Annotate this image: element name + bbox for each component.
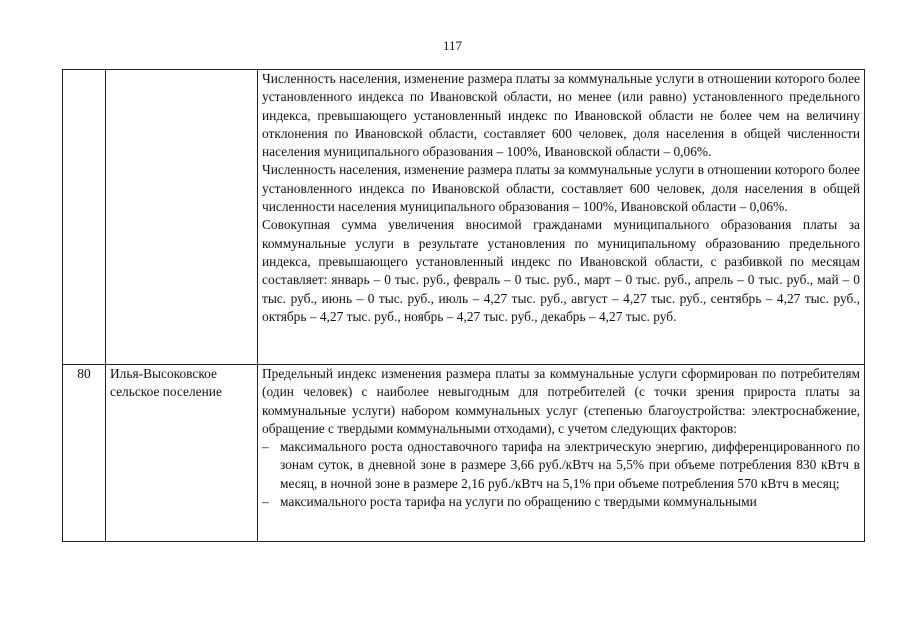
dash-bullet: – bbox=[262, 439, 269, 455]
municipality-name-cell bbox=[106, 70, 258, 365]
document-table bbox=[62, 69, 865, 542]
factor-text: максимального роста тарифа на услуги по обращению с твердыми коммунальными bbox=[280, 494, 757, 510]
page-number: 117 bbox=[442, 38, 463, 53]
row-number-cell bbox=[63, 70, 106, 365]
factor-text: максимального роста одноставочного тарифа на электрическую энергию, дифференцированного по зонам суток, в дневной зоне в размере 3,66 руб./кВтч на 5,5% при объеме потребления 830 кВтч в месяц, в ночной зоне в размере 2,16 руб./кВтч на 5,1% при объеме потребления 570 кВтч в месяц; bbox=[280, 439, 860, 491]
municipality-name-cell: Илья-Высоковское сельское поселение bbox=[106, 365, 258, 542]
description-cell bbox=[258, 70, 865, 365]
population-paragraph: Численность населения, изменение размера платы за коммунальные услуги в отношении которого более установленного индекса по Ивановской области, но менее (или равно) установленного предельного индекса, превышающего установленный индекс по Ивановской области не более чем на величину отклонения по Ивановской области, составляет 600 человек, доля населения в общей численности населения муниципального образования – 100%, Ивановской области – 0,06%. bbox=[262, 71, 860, 160]
factor-list-item bbox=[262, 493, 860, 511]
description-cell bbox=[258, 365, 865, 542]
payment-increase-paragraph: Совокупная сумма увеличения вносимой гражданами муниципального образования платы за коммунальные услуги в результате установления по муниципальному образованию предельного индекса, превышающего установленный индекс по Ивановской области, с разбивкой по месяцам составляет: январь – 0 тыс. руб., февраль – 0 тыс. руб., март – 0 тыс. руб., апрель – 0 тыс. руб., май – 0 тыс. руб., июнь – 0 тыс. руб., июль – 4,27 тыс. руб., август – 4,27 тыс. руб., сентябрь – 4,27 тыс. руб., октябрь – 4,27 тыс. руб., ноябрь – 4,27 тыс. руб., декабрь – 4,27 тыс. руб. bbox=[262, 217, 860, 324]
table-row bbox=[63, 70, 865, 365]
factor-list-item bbox=[262, 438, 860, 493]
dash-bullet: – bbox=[262, 494, 269, 510]
index-intro-paragraph: Предельный индекс изменения размера платы за коммунальные услуги сформирован по потребителям (один человек) с наиболее невыгодным для потребителей (с точки зрения прироста платы за коммунальные услуги) набором коммунальных услуг (степенью благоустройства: электроснабжение, обращение с твердыми коммунальными отходами), с учетом следующих факторов: bbox=[262, 366, 860, 436]
table-row bbox=[63, 365, 865, 542]
population-paragraph: Численность населения, изменение размера платы за коммунальные услуги в отношении которого более установленного индекса по Ивановской области, составляет 600 человек, доля населения в общей численности населения муниципального образования – 100%, Ивановской области – 0,06%. bbox=[262, 162, 860, 215]
row-number-cell: 80 bbox=[63, 365, 106, 542]
